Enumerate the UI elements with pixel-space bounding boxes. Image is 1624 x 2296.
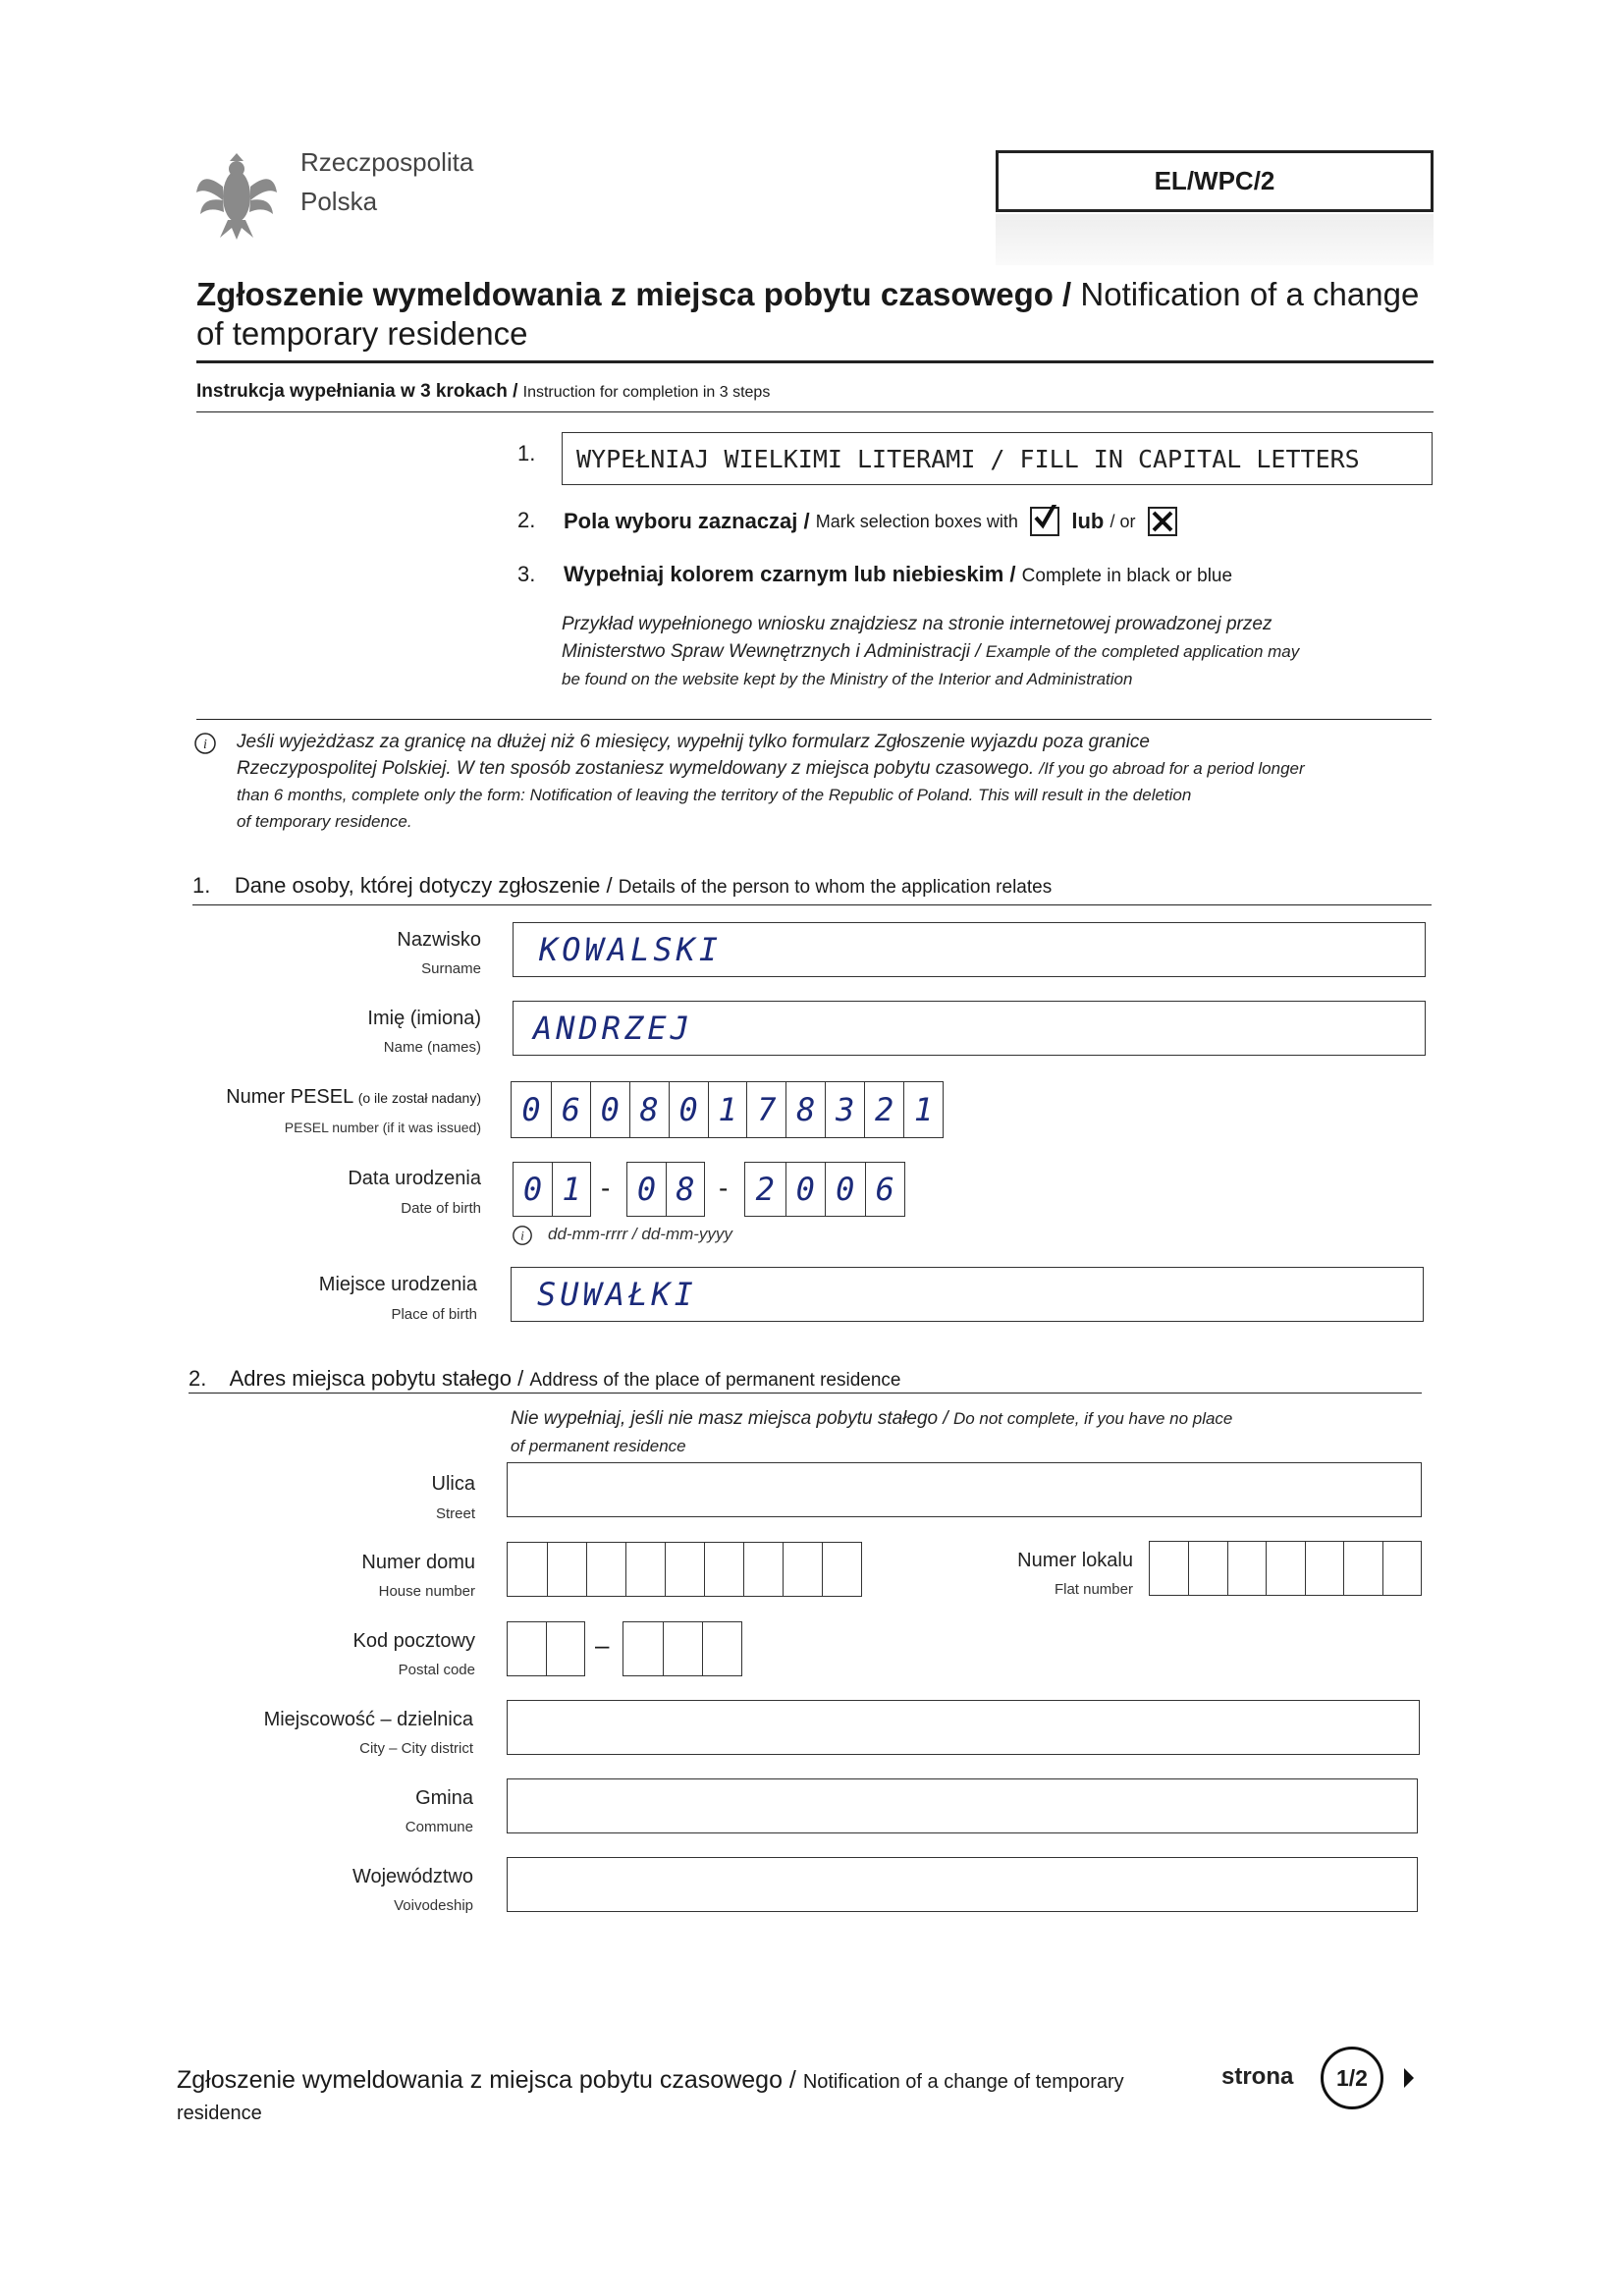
voivodeship-field[interactable] <box>507 1857 1418 1912</box>
dob-label: Data urodzenia <box>348 1168 481 1189</box>
section1-rule <box>192 904 1432 905</box>
dob-month-cell[interactable] <box>666 1163 704 1216</box>
street-label-en: Street <box>435 1505 475 1522</box>
footer-title-en: Notification of a change of temporary <box>802 2071 1124 2093</box>
pesel-cell[interactable] <box>785 1082 825 1137</box>
info-line4: of temporary residence. <box>237 812 412 831</box>
scan-noise <box>996 214 1434 265</box>
flat-number-field[interactable] <box>1149 1541 1422 1596</box>
example-note <box>562 611 1299 693</box>
dob-year-field[interactable] <box>744 1162 905 1217</box>
instructions-heading-pl: Instrukcja wypełniania w 3 krokach / <box>196 381 518 402</box>
house-number-cell[interactable] <box>547 1543 586 1596</box>
house-number-label: Numer domu <box>361 1552 475 1573</box>
flat-number-cell[interactable] <box>1305 1542 1343 1595</box>
pesel-digit: 0 <box>521 1091 541 1128</box>
instructions-rule <box>196 411 1434 412</box>
surname-label-en: Surname <box>421 960 481 977</box>
commune-label: Gmina <box>415 1787 473 1809</box>
country-name-line2: Polska <box>300 187 378 216</box>
step2-pl: Pola wyboru zaznaczaj / <box>564 509 810 533</box>
info-line3: than 6 months, complete only the form: Notification of leaving the territory of the Republic of Poland. This will result in the deletion <box>237 786 1192 804</box>
pesel-cell[interactable] <box>551 1082 590 1137</box>
section2-note-pl: Nie wypełniaj, jeśli nie masz miejsca pobytu stałego / <box>511 1408 948 1429</box>
section2-note-2: of permanent residence <box>511 1437 686 1455</box>
example-line1: Przykład wypełnionego wniosku znajdziesz na stronie internetowej prowadzonej przez <box>562 614 1272 634</box>
dob-year-cell[interactable] <box>785 1163 826 1216</box>
section1-number: 1. <box>192 873 211 898</box>
pesel-cell[interactable] <box>825 1082 864 1137</box>
example-line2-pl: Ministerstwo Spraw Wewnętrznych i Administracji / <box>562 641 981 662</box>
postal-code-part1[interactable] <box>507 1621 585 1676</box>
info-note <box>237 729 1305 835</box>
dob-day-cell[interactable] <box>552 1163 590 1216</box>
dob-year-digit: 6 <box>875 1171 894 1208</box>
flat-number-cell[interactable] <box>1343 1542 1381 1595</box>
section2-heading <box>189 1366 900 1392</box>
flat-number-cell[interactable] <box>1382 1542 1421 1595</box>
house-number-cell[interactable] <box>665 1543 704 1596</box>
step2-number: 2. <box>517 508 536 532</box>
section2-note <box>511 1405 1232 1460</box>
pesel-cell[interactable] <box>708 1082 747 1137</box>
instructions-heading <box>196 381 770 403</box>
postal-code-part2[interactable] <box>623 1621 742 1676</box>
name-field[interactable] <box>513 1001 1426 1056</box>
dob-label-en: Date of birth <box>401 1200 481 1217</box>
pob-label-en: Place of birth <box>391 1306 477 1323</box>
step3-en: Complete in black or blue <box>1021 566 1233 586</box>
pesel-digit: 7 <box>757 1091 777 1128</box>
flat-number-label: Numer lokalu <box>1017 1550 1133 1571</box>
postal-code-label: Kod pocztowy <box>352 1630 475 1652</box>
info-line2-en: /If you go abroad for a period longer <box>1039 759 1305 778</box>
section1-title-en: Details of the person to whom the application relates <box>618 877 1053 898</box>
street-field[interactable] <box>507 1462 1422 1517</box>
pob-label: Miejsce urodzenia <box>318 1274 477 1295</box>
section1-heading <box>192 873 1052 899</box>
pesel-cell[interactable] <box>903 1082 943 1137</box>
dob-year-cell[interactable] <box>825 1163 865 1216</box>
city-field[interactable] <box>507 1700 1420 1755</box>
page-label: strona <box>1221 2063 1294 2090</box>
dob-dash-1: - <box>601 1173 611 1203</box>
pesel-digit: 1 <box>718 1091 737 1128</box>
footer-title <box>177 2065 1124 2128</box>
dob-format-hint: dd-mm-rrrr / dd-mm-yyyy <box>548 1225 732 1243</box>
info-icon <box>193 732 217 755</box>
dob-year-cell[interactable] <box>865 1163 905 1216</box>
step1-text: WYPEŁNIAJ WIELKIMI LITERAMI / FILL IN CAPITAL LETTERS <box>576 444 1360 473</box>
flat-number-cell[interactable] <box>1227 1542 1266 1595</box>
pesel-label <box>226 1086 481 1109</box>
pob-value: SUWAŁKI <box>537 1276 697 1313</box>
pesel-digit: 0 <box>600 1091 620 1128</box>
dob-month-cell[interactable] <box>627 1163 666 1216</box>
page-title <box>196 275 1434 354</box>
dob-dash-2: - <box>719 1173 729 1203</box>
house-number-cell[interactable] <box>586 1543 625 1596</box>
name-label: Imię (imiona) <box>367 1008 481 1029</box>
section2-number: 2. <box>189 1366 207 1391</box>
house-number-field[interactable] <box>507 1542 862 1597</box>
title-rule <box>196 360 1434 363</box>
pesel-digit: 3 <box>836 1091 855 1128</box>
step1-box <box>562 432 1433 485</box>
next-page-arrow-icon[interactable] <box>1402 2066 1416 2090</box>
house-number-label-en: House number <box>378 1583 475 1600</box>
dob-day-digit: 0 <box>522 1171 543 1208</box>
house-number-cell[interactable] <box>704 1543 743 1596</box>
step2-or-en: / or <box>1110 511 1136 531</box>
example-line3: be found on the website kept by the Ministry of the Interior and Administration <box>562 670 1133 688</box>
street-label: Ulica <box>431 1473 475 1495</box>
voivodeship-label-en: Voivodeship <box>394 1897 473 1914</box>
dob-year-digit: 2 <box>755 1171 775 1208</box>
surname-field[interactable] <box>513 922 1426 977</box>
step2-en: Mark selection boxes with <box>815 511 1018 531</box>
pob-field[interactable] <box>511 1267 1424 1322</box>
commune-label-en: Commune <box>405 1819 473 1835</box>
pesel-digit: 2 <box>874 1091 894 1128</box>
pesel-digit: 8 <box>639 1091 659 1128</box>
dob-month-digit: 0 <box>636 1171 657 1208</box>
page-number-badge <box>1321 2047 1383 2109</box>
house-number-cell[interactable] <box>508 1543 547 1596</box>
section2-title-pl: Adres miejsca pobytu stałego / <box>229 1366 524 1391</box>
country-name-line1: Rzeczpospolita <box>300 147 474 177</box>
section2-title-en: Address of the place of permanent residence <box>529 1370 901 1391</box>
postal-code-cell[interactable] <box>546 1622 584 1675</box>
name-value: ANDRZEJ <box>533 1010 693 1047</box>
section1-title-pl: Dane osoby, której dotyczy zgłoszenie / <box>234 873 613 898</box>
dob-year-digit: 0 <box>836 1171 855 1208</box>
pesel-cell[interactable] <box>512 1082 551 1137</box>
pesel-digit: 1 <box>913 1091 934 1128</box>
surname-label: Nazwisko <box>397 929 481 951</box>
info-icon <box>512 1225 533 1246</box>
pesel-digit: 6 <box>561 1091 580 1128</box>
pesel-field[interactable] <box>511 1081 944 1138</box>
commune-field[interactable] <box>507 1778 1418 1833</box>
house-number-cell[interactable] <box>822 1543 861 1596</box>
postal-code-label-en: Postal code <box>398 1662 475 1678</box>
section2-note-en: Do not complete, if you have no place <box>952 1409 1233 1428</box>
pesel-cell[interactable] <box>864 1082 903 1137</box>
pesel-digit: 8 <box>796 1091 816 1128</box>
page-title-pl: Zgłoszenie wymeldowania z miejsca pobytu czasowego / <box>196 276 1072 312</box>
section2-rule <box>189 1393 1422 1394</box>
step2 <box>564 507 1177 536</box>
step3 <box>564 562 1232 587</box>
pesel-cell[interactable] <box>669 1082 708 1137</box>
dob-day-digit: 1 <box>562 1171 581 1208</box>
flat-number-cell[interactable] <box>1266 1542 1304 1595</box>
page-title-en: Notification of a change <box>1080 276 1420 312</box>
pesel-cell[interactable] <box>629 1082 669 1137</box>
checkmark-box-icon <box>1030 507 1059 536</box>
svg-text:i: i <box>520 1229 524 1243</box>
footer-title-pl: Zgłoszenie wymeldowania z miejsca pobytu czasowego / <box>177 2066 796 2094</box>
dob-day-field[interactable] <box>513 1162 591 1217</box>
form-code-box <box>996 150 1434 212</box>
dob-year-digit: 0 <box>795 1171 815 1208</box>
dob-day-cell[interactable] <box>514 1163 552 1216</box>
page-title-en-2: of temporary residence <box>196 315 528 352</box>
dob-month-digit: 8 <box>676 1171 695 1208</box>
flat-number-label-en: Flat number <box>1054 1581 1133 1598</box>
house-number-cell[interactable] <box>625 1543 665 1596</box>
city-label: Miejscowość – dzielnica <box>263 1709 473 1730</box>
svg-text:i: i <box>203 738 207 752</box>
dob-year-cell[interactable] <box>745 1163 785 1216</box>
postal-dash: – <box>595 1630 610 1660</box>
postal-code-cell[interactable] <box>623 1622 663 1675</box>
x-box-icon <box>1148 507 1177 536</box>
postal-code-cell[interactable] <box>663 1622 702 1675</box>
pesel-digit: 0 <box>678 1091 698 1128</box>
voivodeship-label: Województwo <box>352 1866 473 1887</box>
house-number-cell[interactable] <box>783 1543 822 1596</box>
postal-code-cell[interactable] <box>702 1622 741 1675</box>
example-line2-en: Example of the completed application may <box>985 642 1300 661</box>
pesel-cell[interactable] <box>590 1082 629 1137</box>
info-line2-pl: Rzeczypospolitej Polskiej. W ten sposób zostaniesz wymeldowany z miejsca pobytu czasowego. <box>237 758 1035 779</box>
form-code: EL/WPC/2 <box>1154 166 1275 195</box>
city-label-en: City – City district <box>359 1740 473 1757</box>
instructions-heading-en: Instruction for completion in 3 steps <box>522 384 771 401</box>
pesel-label-en: PESEL number (if it was issued) <box>284 1120 481 1135</box>
step3-number: 3. <box>517 562 536 586</box>
flat-number-cell[interactable] <box>1188 1542 1226 1595</box>
postal-code-cell[interactable] <box>508 1622 546 1675</box>
polish-eagle-emblem <box>192 147 281 242</box>
house-number-cell[interactable] <box>743 1543 783 1596</box>
dob-month-field[interactable] <box>626 1162 705 1217</box>
pesel-label-note: (o ile został nadany) <box>357 1090 481 1106</box>
info-rule <box>196 719 1432 720</box>
step3-pl: Wypełniaj kolorem czarnym lub niebieskim / <box>564 562 1016 586</box>
pesel-cell[interactable] <box>746 1082 785 1137</box>
step2-or-pl: lub <box>1071 509 1105 533</box>
step1-number: 1. <box>517 441 536 465</box>
footer-title-en-2: residence <box>177 2103 262 2124</box>
info-line1: Jeśli wyjeżdżasz za granicę na dłużej niż 6 miesięcy, wypełnij tylko formularz Zgłoszenie wyjazdu poza granice <box>237 732 1150 752</box>
page-number: 1/2 <box>1336 2064 1368 2091</box>
surname-value: KOWALSKI <box>539 931 723 968</box>
pesel-label-pl: Numer PESEL <box>226 1086 354 1108</box>
flat-number-cell[interactable] <box>1150 1542 1188 1595</box>
name-label-en: Name (names) <box>383 1039 481 1056</box>
